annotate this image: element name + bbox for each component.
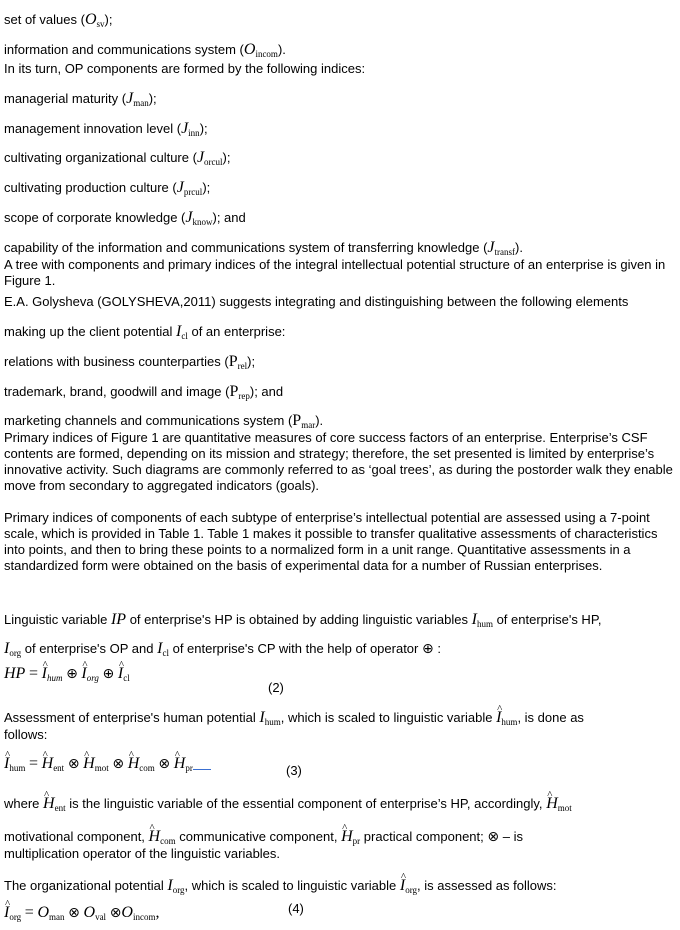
subscript: man: [133, 98, 149, 108]
otimes-operator: ⊗: [487, 829, 500, 845]
symbol-I: I: [471, 611, 477, 628]
subscript: hum: [46, 673, 63, 683]
symbol-H-hat: ^ H: [128, 756, 140, 772]
symbol-H-hat: ^ H: [83, 756, 95, 772]
text-line-set-of-values: [4, 12, 112, 29]
text-line-managerial-maturity: [4, 91, 157, 108]
subscript: ent: [53, 763, 65, 773]
subscript: mar: [301, 420, 316, 430]
text: );: [202, 180, 211, 195]
text: E.A. Golysheva (GOLYSHEVA,2011) suggests integrating and distinguishing between the following elements: [4, 294, 629, 309]
symbol-I: I: [157, 640, 163, 657]
subscript: org: [9, 912, 22, 922]
subscript: inn: [188, 128, 200, 138]
symbol-O: O: [121, 904, 133, 921]
subscript: com: [139, 763, 155, 773]
symbol-O: O: [84, 11, 97, 28]
symbol-H-hat: ^ H: [174, 756, 186, 772]
symbol-I-hat: ^ I: [4, 756, 9, 772]
symbol-O: O: [37, 904, 50, 921]
text-line-client-potential: [4, 324, 285, 341]
text-line-relations: [4, 354, 255, 371]
symbol-I-hat: ^ I: [42, 666, 47, 682]
text: , which is scaled to linguistic variable: [280, 710, 493, 725]
text-line-org-potential: [4, 878, 557, 895]
text-line-linguistic-variable: [4, 612, 601, 629]
text-line-trademark: [4, 384, 283, 401]
equals-sign: =: [28, 755, 38, 772]
paragraph-primary-indices: Primary indices of Figure 1 are quantitative measures of core success factors of an enterprise. Enterprise’s CSF contents are formed, depending on its mission and strategy; therefore, the set presented is limited by enterprise’s innovative activity. Such diagrams are commonly referred to as ‘goal trees’, as during the postorder walk they enable move from secondary to aggregated indicators (goals).: [4, 430, 673, 493]
text-line-golysheva: [4, 294, 628, 310]
subscript: transf: [494, 247, 516, 257]
equation-number: (4): [288, 901, 304, 916]
subscript: org: [405, 885, 418, 895]
symbol-J: J: [196, 149, 205, 166]
text: multiplication operator of the linguistic variables.: [4, 846, 281, 861]
subscript: orcul: [204, 157, 223, 167]
oplus-operator: ⊕: [422, 641, 434, 657]
subscript: prcul: [183, 187, 203, 197]
subscript: incom: [132, 912, 156, 922]
text: follows:: [4, 727, 48, 742]
subscript: rel: [237, 361, 248, 371]
text: cultivating production culture (: [4, 180, 177, 195]
symbol-J: J: [176, 179, 184, 196]
subscript: hum: [264, 717, 281, 727]
subscript: cl: [162, 648, 169, 658]
equals-sign: =: [24, 904, 34, 921]
text: communicative component,: [179, 829, 338, 844]
subscript: org: [86, 673, 99, 683]
equation-2: [4, 666, 130, 683]
subscript: incom: [255, 49, 278, 59]
symbol-I-hat: ^ I: [81, 666, 86, 682]
subscript: com: [160, 836, 176, 846]
text-line-marketing: [4, 413, 323, 430]
text: Linguistic variable: [4, 612, 108, 627]
text-line-components: [4, 829, 523, 846]
subscript: cl: [181, 331, 188, 341]
text: capability of the information and communications system of transferring knowledge (: [4, 240, 488, 255]
paragraph-tree: A tree with components and primary indices of the integral intellectual potential structure of an enterprise is given in Figure 1.: [4, 257, 666, 288]
symbol-P: P: [228, 353, 238, 370]
text: ); and: [212, 210, 246, 225]
text-line-human-potential: [4, 710, 584, 727]
text: set of values (: [4, 12, 85, 27]
subscript: cl: [123, 673, 130, 683]
text: ); and: [249, 384, 284, 399]
otimes-operator: ⊗: [68, 905, 80, 921]
symbol-I: I: [167, 877, 173, 894]
subscript: pr: [185, 763, 193, 773]
text: );: [104, 12, 113, 27]
text-line-where: [4, 796, 572, 813]
subscript: ent: [54, 803, 66, 813]
symbol-P: P: [292, 412, 302, 429]
text: );: [247, 354, 256, 369]
subscript: hum: [476, 619, 493, 629]
text: where: [4, 796, 40, 811]
subscript: rep: [238, 391, 250, 401]
text: marketing channels and communications system (: [4, 413, 293, 428]
text: Assessment of enterprise's human potential: [4, 710, 256, 725]
symbol-J: J: [126, 90, 134, 107]
subscript: mot: [557, 803, 572, 813]
symbol-J: J: [185, 209, 193, 226]
symbol-H-hat: ^ H: [42, 756, 54, 772]
symbol-H-hat: ^ H: [149, 829, 161, 845]
symbol-P: P: [229, 383, 239, 400]
symbol-I-hat: ^ I: [4, 905, 9, 921]
subscript: org: [9, 648, 22, 658]
text: The organizational potential: [4, 878, 164, 893]
text: , is assessed as follows:: [417, 878, 557, 893]
text: – is: [502, 829, 523, 844]
symbol-IP: IP: [110, 611, 127, 628]
symbol-I: I: [259, 709, 265, 726]
text-line-prod-culture: [4, 180, 210, 197]
subscript: pr: [352, 836, 361, 846]
text: of enterprise's HP is obtained by adding linguistic variables: [129, 612, 468, 627]
text: managerial maturity (: [4, 91, 127, 106]
symbol-O: O: [83, 904, 96, 921]
text: motivational component,: [4, 829, 145, 844]
text: practical component;: [363, 829, 484, 844]
text: of enterprise's OP and: [24, 641, 154, 656]
symbol-I-hat: ^ I: [118, 666, 123, 682]
otimes-operator: ⊗: [112, 756, 125, 772]
text: is the linguistic variable of the essential component of enterprise’s HP, accordingly,: [69, 796, 543, 811]
symbol-I-hat: ^ I: [496, 710, 501, 726]
text: of enterprise's CP with the help of operator: [172, 641, 419, 656]
text-line-ics: [4, 42, 286, 59]
oplus-operator: ⊕: [102, 666, 115, 682]
comma: ,: [155, 904, 160, 921]
text: information and communications system (: [4, 42, 244, 57]
text: management innovation level (: [4, 121, 182, 136]
symbol-J: J: [487, 239, 495, 256]
text: making up the client potential: [4, 324, 173, 339]
subscript: sv: [96, 19, 105, 29]
text: of an enterprise:: [191, 324, 286, 339]
text: relations with business counterparties (: [4, 354, 229, 369]
symbol-J: J: [181, 120, 189, 137]
symbol-I: I: [176, 323, 182, 340]
equation-number: (3): [286, 763, 302, 778]
symbol-I: I: [4, 640, 10, 657]
text: ).: [515, 240, 523, 255]
text: );: [222, 150, 231, 165]
text: ).: [277, 42, 286, 57]
text: of enterprise's HP,: [496, 612, 602, 627]
symbol-H-hat: ^ H: [341, 829, 353, 845]
equation-3: [4, 756, 211, 773]
subscript: hum: [501, 717, 518, 727]
subscript: org: [172, 885, 185, 895]
text: :: [437, 641, 441, 656]
oplus-operator: ⊕: [66, 666, 78, 682]
text-line-innovation-level: [4, 121, 208, 138]
text-line-transfer-capability: [4, 240, 523, 257]
equals-sign: =: [28, 665, 38, 682]
text: cultivating organizational culture (: [4, 150, 197, 165]
paragraph-scale: Primary indices of components of each subtype of enterprise’s intellectual potential are assessed using a 7-point scale, which is provided in Table 1. Table 1 makes it possible to transfer qualitative assessments of characteristics into points, and then to bring these points to a normalized form in a unit range. Quantitative assessments in a standardized form were obtained on the basis of experimental data for a number of Russian enterprises.: [4, 510, 658, 573]
text-line-op-components: [4, 61, 365, 77]
subscript: hum: [9, 763, 26, 773]
text-line-corporate-knowledge: [4, 210, 246, 227]
subscript: know: [192, 217, 213, 227]
otimes-operator: ⊗: [109, 905, 122, 921]
text: );: [148, 91, 157, 106]
subscript: mot: [94, 763, 109, 773]
text-line-org-cl: [4, 641, 441, 658]
symbol-H-hat: ^ H: [43, 796, 55, 812]
otimes-operator: ⊗: [158, 756, 171, 772]
symbol-O: O: [243, 41, 256, 58]
symbol-HP: HP: [4, 665, 26, 682]
text: );: [199, 121, 208, 136]
symbol-I-hat: ^ I: [400, 878, 405, 894]
equation-number: (2): [268, 680, 284, 695]
text: trademark, brand, goodwill and image (: [4, 384, 230, 399]
text: ).: [315, 413, 324, 428]
text-line-multiplication: [4, 846, 280, 862]
subscript: man: [49, 912, 65, 922]
text: In its turn, OP components are formed by the following indices:: [4, 61, 366, 76]
text-line-follows: [4, 727, 47, 743]
otimes-operator: ⊗: [67, 756, 80, 772]
underline-mark: [193, 769, 211, 770]
text: , which is scaled to linguistic variable: [184, 878, 397, 893]
symbol-H-hat: ^ H: [546, 796, 558, 812]
equation-4: [4, 905, 159, 922]
text: scope of corporate knowledge (: [4, 210, 186, 225]
text: , is done as: [517, 710, 584, 725]
subscript: val: [95, 912, 107, 922]
text-line-org-culture: [4, 150, 231, 167]
